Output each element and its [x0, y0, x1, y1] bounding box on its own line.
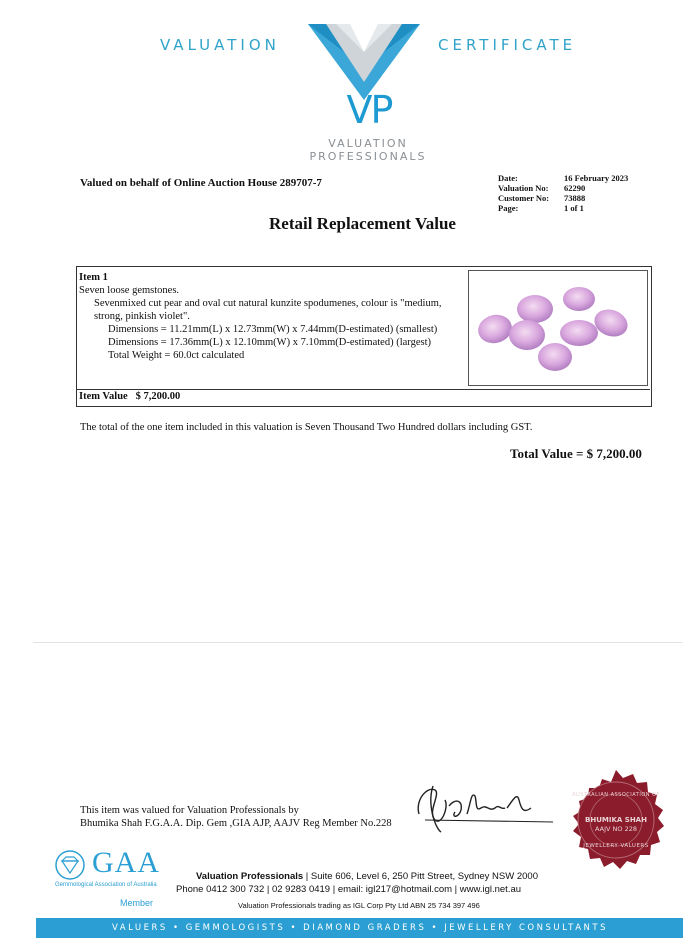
gem-3 — [563, 287, 595, 311]
header-valuation-word: VALUATION — [160, 36, 280, 54]
valuers-seal — [560, 768, 672, 880]
item-line2: Sevenmixed cut pear and oval cut natural kunzite spodumenes, colour is "medium, — [94, 298, 442, 309]
valued-on-behalf: Valued on behalf of Online Auction House 289707-7 — [80, 177, 322, 189]
gem-7 — [538, 343, 572, 371]
gaa-full-name: Gemmological Association of Australia — [55, 882, 157, 888]
item-dim1: Dimensions = 11.21mm(L) x 12.73mm(W) x 7.44mm(D-estimated) (smallest) — [108, 324, 438, 335]
gem-6 — [509, 320, 545, 350]
signature-line2: Bhumika Shah F.G.A.A. Dip. Gem ,GIA AJP, AAJV Reg Member No.228 — [80, 818, 392, 829]
total-sentence: The total of the one item included in this valuation is Seven Thousand Two Hundred dollars including GST. — [80, 422, 533, 433]
item-value-label: Item Value — [79, 391, 128, 402]
item-line3: strong, pinkish violet". — [94, 311, 190, 322]
company-name: Valuation Professionals — [196, 871, 304, 882]
item-weight: Total Weight = 60.0ct calculated — [108, 350, 245, 361]
seal-arc-bottom: JEWELLERY VALUERS — [583, 843, 649, 849]
item-line1: Seven loose gemstones. — [79, 285, 180, 296]
gemstones-photo — [468, 270, 648, 386]
gem-2 — [517, 295, 553, 323]
header-certificate-word: CERTIFICATE — [438, 36, 577, 54]
company-contact: Phone 0412 300 732 | 02 9283 0419 | email: igl217@hotmail.com | www.igl.net.au — [176, 884, 522, 895]
seal-name: BHUMIKA SHAH — [585, 816, 647, 824]
signature-line1: This item was valued for Valuation Professionals by — [80, 805, 299, 816]
seal-reg: AAJV NO 228 — [595, 825, 637, 833]
item-heading: Item 1 — [79, 272, 108, 283]
total-value: Total Value = $ 7,200.00 — [510, 446, 642, 461]
item-value-amount: $ 7,200.00 — [135, 391, 181, 402]
meta-row-customer-no: Customer No: 73888 — [498, 193, 586, 203]
vp-logo-line2: PROFESSIONALS — [309, 150, 427, 163]
company-address — [196, 871, 538, 882]
handwritten-signature — [405, 778, 555, 838]
item-divider — [76, 389, 650, 390]
footer-bar: VALUERS • GEMMOLOGISTS • DIAMOND GRADERS • JEWELLERY CONSULTANTS — [36, 918, 683, 938]
item-value-row — [79, 391, 180, 402]
meta-row-date: Date: 16 February 2023 — [498, 173, 629, 183]
gaa-abbr: GAA — [92, 846, 160, 879]
gem-1 — [475, 311, 515, 347]
company-address-rest: | Suite 606, Level 6, 250 Pitt Street, Sydney NSW 2000 — [303, 871, 538, 882]
gaa-member: Member — [120, 898, 154, 908]
scan-line — [33, 642, 683, 643]
meta-block — [498, 173, 628, 213]
vp-logo-initials: VP — [346, 88, 392, 132]
vp-logo-line1: VALUATION — [328, 137, 408, 150]
gem-5 — [560, 320, 598, 346]
item-dim2: Dimensions = 17.36mm(L) x 12.10mm(W) x 7.10mm(D-estimated) (largest) — [108, 337, 432, 348]
company-trading: Valuation Professionals trading as IGL Corp Pty Ltd ABN 25 734 397 496 — [238, 901, 480, 910]
meta-row-page: Page: 1 of 1 — [498, 203, 584, 213]
gaa-diamond-icon — [55, 850, 85, 880]
meta-row-valuation-no: Valuation No: 62290 — [498, 183, 586, 193]
seal-arc-top: AUSTRALIAN ASSOCIATION OF — [572, 792, 660, 798]
document-title: Retail Replacement Value — [269, 214, 456, 233]
